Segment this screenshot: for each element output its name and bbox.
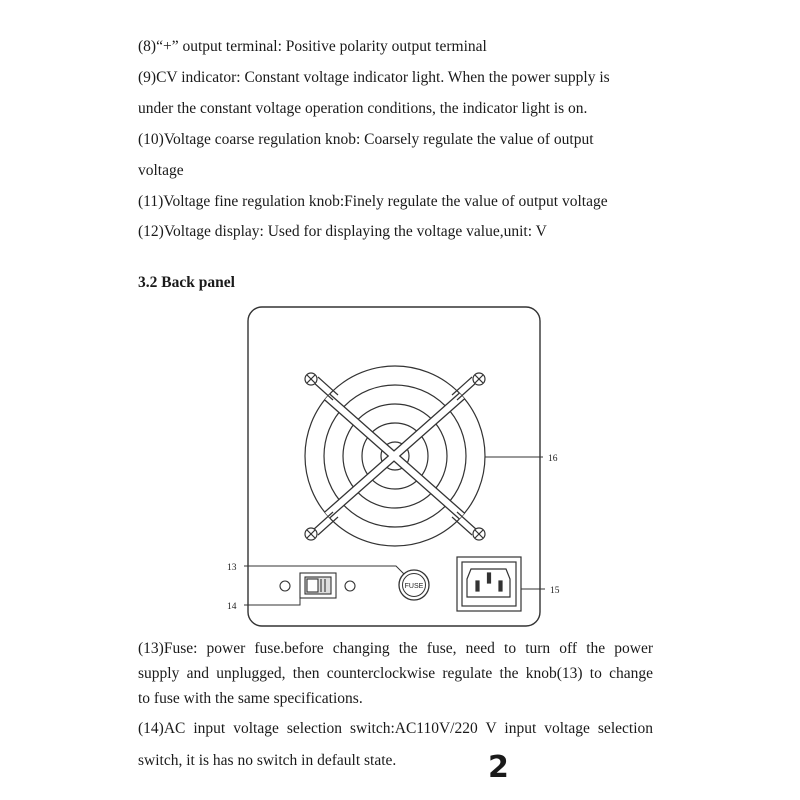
fuse-label: FUSE [404, 583, 424, 590]
callout-15: 15 [550, 586, 560, 596]
item-9-text-cont: under the constant voltage operation conditions, the indicator light is on. [138, 100, 588, 117]
screw-icon [473, 373, 485, 385]
section-heading: 3.2 Back panel [138, 274, 235, 291]
item-8-text: (8)“+” output terminal: Positive polarity output terminal [138, 38, 487, 55]
screw-icon [305, 528, 317, 540]
mount-hole [345, 581, 355, 591]
panel-outline [248, 307, 540, 626]
ac-inlet-socket [457, 557, 521, 611]
mount-hole [280, 581, 290, 591]
item-9-text: (9)CV indicator: Constant voltage indicator light. When the power supply is [138, 69, 610, 86]
callout-13: 13 [227, 563, 237, 573]
item-12-text: (12)Voltage display: Used for displaying the voltage value,unit: V [138, 223, 547, 240]
callout-line-14 [244, 598, 300, 605]
voltage-selector-switch [300, 573, 336, 598]
item-14-text-cont: switch, it is has no switch in default state. [138, 752, 397, 769]
screw-icon [305, 373, 317, 385]
callout-14: 14 [227, 602, 237, 612]
item-14-text: (14)AC input voltage selection switch:AC110V/220 V input voltage selection [138, 720, 653, 737]
item-10-text-cont: voltage [138, 162, 184, 179]
item-13-text-end: to fuse with the same specifications. [138, 690, 363, 707]
item-11-text: (11)Voltage fine regulation knob:Finely regulate the value of output voltage [138, 193, 608, 210]
fuse-holder [399, 570, 429, 600]
item-13-text-cont: supply and unplugged, then counterclockwise regulate the knob(13) to change [138, 665, 653, 682]
fan-grille [305, 366, 485, 546]
item-13-text: (13)Fuse: power fuse.before changing the fuse, need to turn off the power [138, 640, 653, 657]
page-number: 2 [488, 750, 509, 785]
callout-16: 16 [548, 454, 558, 464]
item-10-text: (10)Voltage coarse regulation knob: Coarsely regulate the value of output [138, 131, 594, 148]
screw-icon [473, 528, 485, 540]
